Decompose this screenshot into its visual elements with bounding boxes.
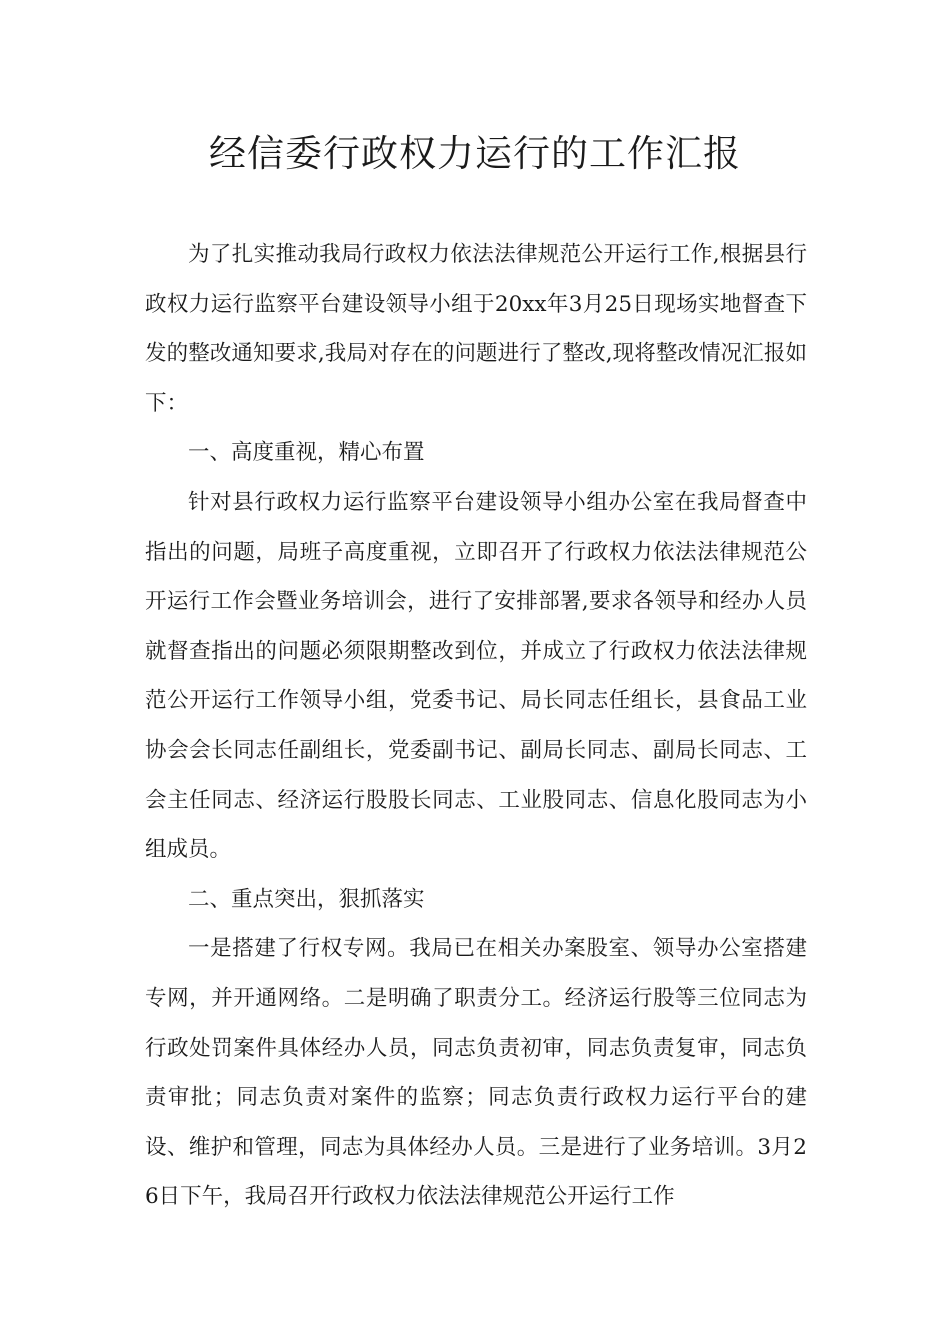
- document-title: 经信委行政权力运行的工作汇报: [209, 132, 741, 175]
- paragraph-intro: 为了扎实推动我局行政权力依法法律规范公开运行工作,根据县行政权力运行监察平台建设领导小组于20xx年3月25日现场实地督查下发的整改通知要求,我局对存在的问题进行了整改,现将整改情况汇报如下：: [145, 242, 807, 416]
- section-heading-2: 二、重点突出，狠抓落实: [188, 886, 425, 912]
- paragraph-section-2: 一是搭建了行权专网。我局已在相关办案股室、领导办公室搭建专网，并开通网络。二是明确了职责分工。经济运行股等三位同志为行政处罚案件具体经办人员，同志负责初审，同志负责复审，同志负责审批；同志负责对案件的监察；同志负责行政权力运行平台的建设、维护和管理，同志为具体经办人员。三是进行了业务培训。3月26日下午，我局召开行政权力依法法律规范公开运行工作: [145, 936, 807, 1210]
- paragraph-section-1: 针对县行政权力运行监察平台建设领导小组办公室在我局督查中指出的问题，局班子高度重视，立即召开了行政权力依法法律规范公开运行工作会暨业务培训会，进行了安排部署,要求各领导和经办人员就督查指出的问题必须限期整改到位，并成立了行政权力依法法律规范公开运行工作领导小组，党委书记、局长同志任组长，县食品工业协会会长同志任副组长，党委副书记、副局长同志、副局长同志、工会主任同志、经济运行股股长同志、工业股同志、信息化股同志为小组成员。: [145, 489, 807, 863]
- document-body: [145, 230, 807, 1222]
- section-heading-1: 一、高度重视，精心布置: [188, 440, 425, 466]
